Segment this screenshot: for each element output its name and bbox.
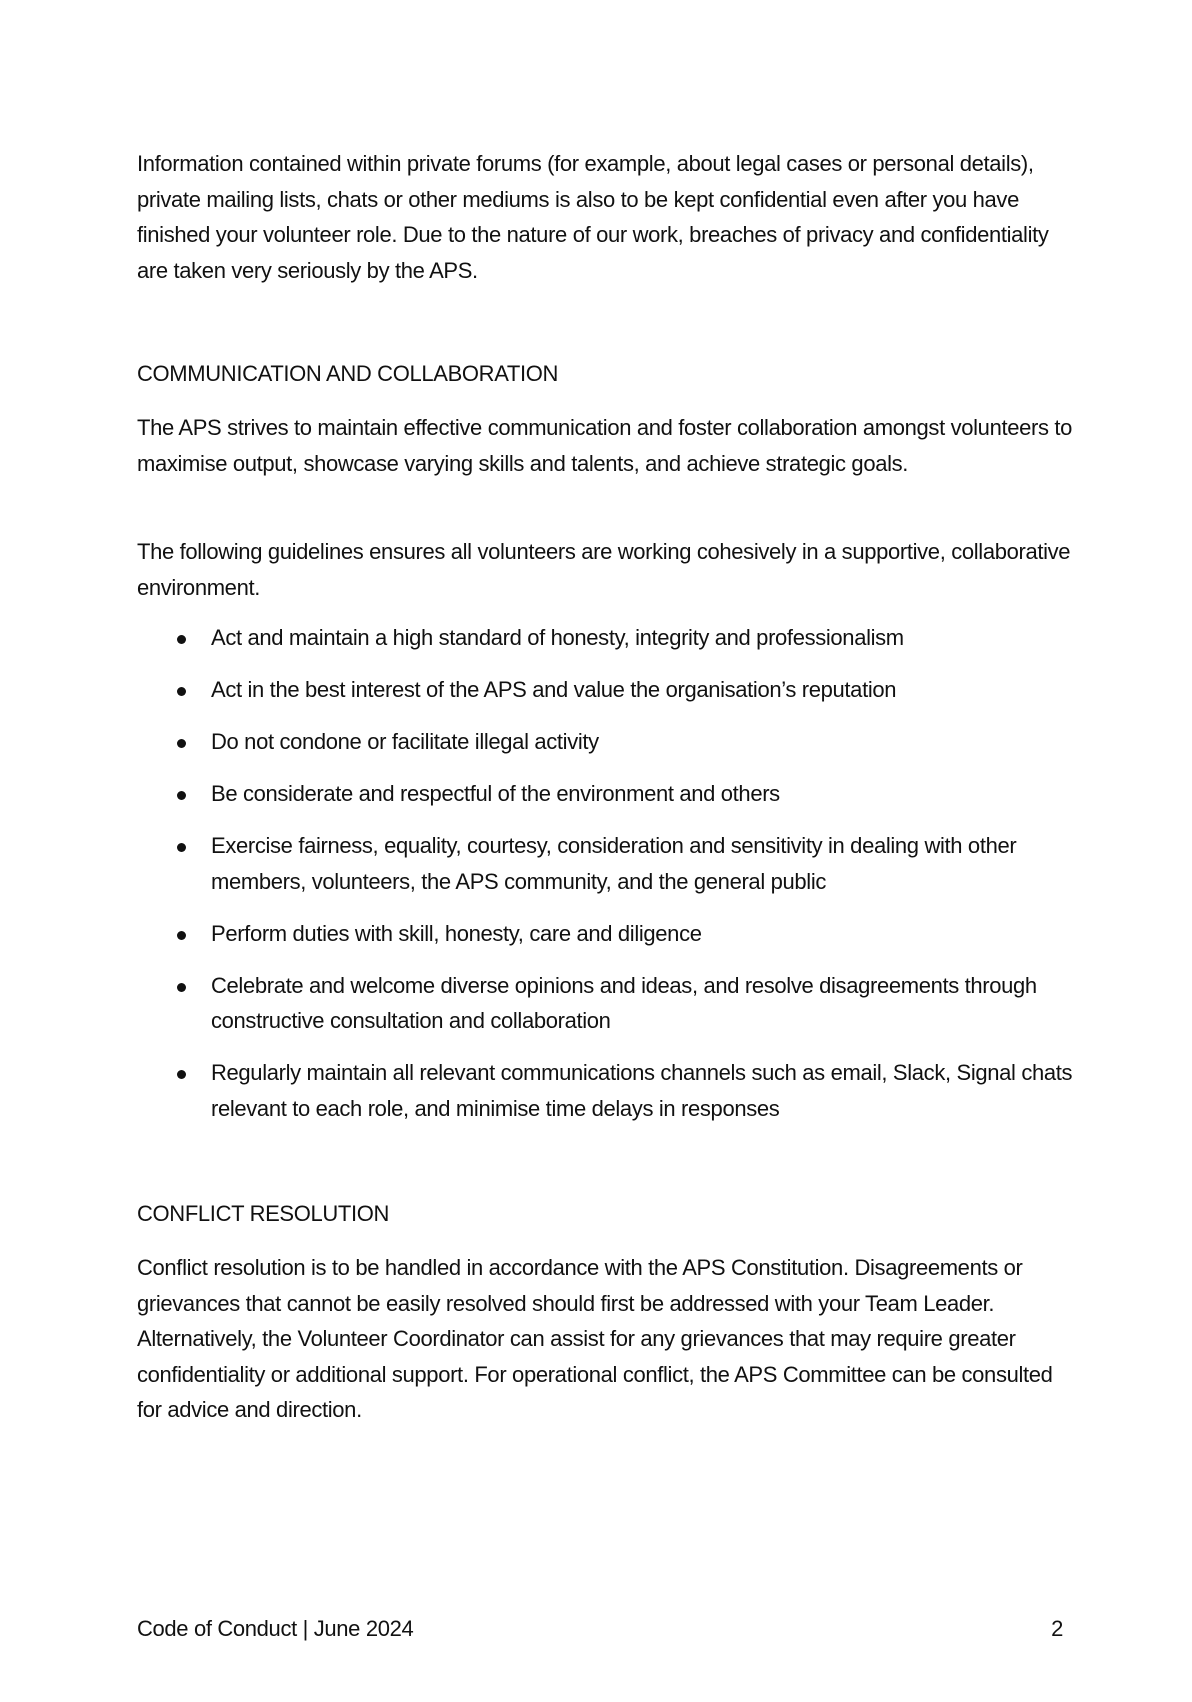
bullet-icon [177,635,186,644]
list-item-text: Do not condone or facilitate illegal activity [211,729,599,754]
bullet-icon [177,739,186,748]
bullet-icon [177,843,186,852]
list-item-text: Be considerate and respectful of the environment and others [211,781,780,806]
guidelines-list [137,620,1077,1143]
list-item-text: Regularly maintain all relevant communications channels such as email, Slack, Signal chats relevant to each role, and minimise time delays in responses [211,1060,1073,1121]
communication-paragraph-1: The APS strives to maintain effective communication and foster collaboration amongst volunteers to maximise output, showcase varying skills and talents, and achieve strategic goals. [137,415,1073,476]
communication-heading: COMMUNICATION AND COLLABORATION [137,361,559,386]
list-item [137,672,1077,708]
bullet-icon [177,1070,186,1079]
bullet-icon [177,687,186,696]
list-item [137,828,1077,899]
page-footer [137,1614,1063,1644]
bullet-icon [177,983,186,992]
intro-paragraph: Information contained within private forums (for example, about legal cases or personal details), private mailing lists, chats or other mediums is also to be kept confidential even after you have finished your volunteer role. Due to the nature of our work, breaches of privacy and confidentiality are taken very seriously by the APS. [137,151,1049,283]
list-item-text: Act in the best interest of the APS and value the organisation’s reputation [211,677,897,702]
list-item [137,724,1077,760]
communication-paragraph-2: The following guidelines ensures all volunteers are working cohesively in a supportive, collaborative environment. [137,539,1071,600]
list-item-text: Perform duties with skill, honesty, care and diligence [211,920,702,946]
list-item-text: Celebrate and welcome diverse opinions and ideas, and resolve disagreements through constructive consultation and collaboration [211,972,1037,1033]
list-item [137,968,1077,1039]
conflict-heading: CONFLICT RESOLUTION [137,1201,390,1226]
list-item-text: Exercise fairness, equality, courtesy, consideration and sensitivity in dealing with other members, volunteers, the APS community, and the general public [211,833,1017,894]
list-item [137,776,1077,812]
list-item-text: Act and maintain a high standard of honesty, integrity and professionalism [211,625,904,650]
footer-document-label: Code of Conduct | June 2024 [137,1616,414,1641]
list-item [137,916,1077,952]
list-item [137,1055,1077,1126]
bullet-icon [177,931,186,940]
list-item [137,620,1077,656]
bullet-icon [177,791,186,800]
page-number: 2 [1051,1616,1063,1641]
conflict-paragraph: Conflict resolution is to be handled in accordance with the APS Constitution. Disagreements or grievances that cannot be easily resolved should first be addressed with your Team Leader. Alternatively, the Volunteer Coordinator can assist for any grievances that may require greater confidentiality or additional support. For operational conflict, the APS Committee can be consulted for advice and direction. [137,1255,1053,1422]
